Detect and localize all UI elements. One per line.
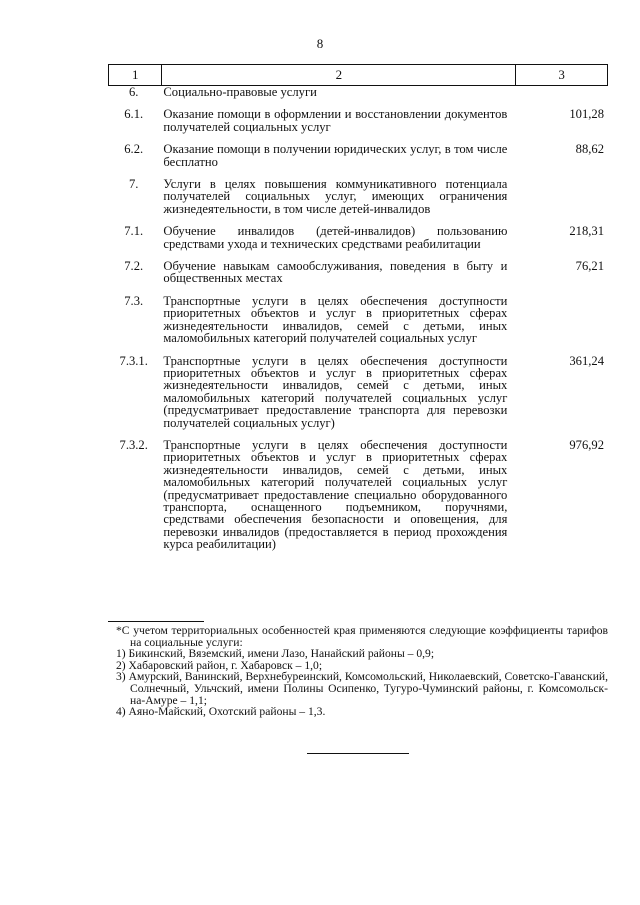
row-tariff: 976,92	[569, 437, 604, 452]
row-tariff: 76,21	[575, 259, 604, 274]
end-divider	[307, 753, 409, 754]
row-number: 7.3.2.	[119, 437, 148, 452]
row-service: Обучение инвалидов (детей-инвалидов) пользованию средствами ухода и технических средствами реабилитации	[163, 224, 508, 251]
footnote-divider	[108, 621, 204, 622]
footnote-intro: *С учетом территориальных особенностей края применяются следующие коэффициенты тарифов на социальные услуги:	[116, 624, 608, 649]
header-col-3: 3	[516, 65, 608, 86]
table-row	[108, 225, 608, 260]
table-row	[108, 178, 608, 225]
row-number: 7.1.	[124, 224, 144, 239]
row-service: Услуги в целях повышения коммуникативного потенциала получателей социальных услуг, имеющих ограничения жизнедеятельности, в том числе детей-инвалидов	[163, 177, 508, 216]
footnote-block	[108, 625, 608, 718]
row-service: Обучение навыкам самообслуживания, поведения в быту и общественных местах	[163, 259, 508, 286]
table-row	[108, 355, 608, 439]
row-tariff: 88,62	[575, 142, 604, 157]
row-number: 7.3.	[124, 293, 144, 308]
table-header	[108, 64, 608, 86]
row-number: 6.2.	[124, 142, 144, 157]
row-service: Транспортные услуги в целях обеспечения доступности приоритетных объектов и услуг в приоритетных сферах жизнедеятельности инвалидов, семей с детьми, иных маломобильных категорий получателей социальных услуг (предусматривает предоставление транспорта для перевозки получателей социальных услуг)	[163, 353, 508, 430]
table-row	[108, 108, 608, 143]
row-tariff	[515, 178, 608, 225]
row-service: Оказание помощи в оформлении и восстановлении документов получателей социальных услуг	[163, 107, 508, 134]
header-row	[109, 65, 608, 86]
table-row	[108, 260, 608, 295]
row-service: Оказание помощи в получении юридических услуг, в том числе бесплатно	[163, 142, 508, 169]
row-number: 7.3.1.	[119, 353, 148, 368]
row-tariff: 101,28	[569, 107, 604, 122]
row-service: Транспортные услуги в целях обеспечения доступности приоритетных объектов и услуг в приоритетных сферах жизнедеятельности инвалидов, семей с детьми, иных маломобильных категорий получателей социальных услуг	[163, 293, 508, 346]
header-col-2: 2	[162, 65, 516, 86]
footnote-item: 2) Хабаровский район, г. Хабаровск – 1,0;	[116, 658, 323, 672]
row-number: 6.	[128, 85, 139, 99]
row-tariff: 218,31	[569, 224, 604, 239]
row-number: 7.	[128, 177, 139, 192]
footnote-item: 4) Аяно-Майский, Охотский районы – 1,3.	[116, 705, 326, 719]
table-row	[108, 86, 608, 108]
tariff-table	[108, 86, 608, 561]
header-col-1: 1	[109, 65, 162, 86]
footnote-item: 3) Амурский, Ванинский, Верхнебуреинский, Комсомольский, Николаевский, Советско-Гаванский, Солнечный, Ульчский, имени Полины Осипенко, Тугуро-Чуминский районы, г. Комсомольск-на-Амуре – 1,1;	[116, 670, 608, 707]
row-service: Социально-правовые услуги	[163, 85, 317, 99]
row-number: 6.1.	[124, 107, 144, 122]
row-service: Транспортные услуги в целях обеспечения доступности приоритетных объектов и услуг в приоритетных сферах жизнедеятельности инвалидов, семей с детьми, иных маломобильных категорий получателей социальных услуг (предусматривает предоставление специально оборудованного транспорта, оснащенного подъемником, поручнями, средствами обеспечения безопасности и оповещения, для перевозки инвалидов (предоставляется в период прохождения курса реабилитации)	[163, 437, 508, 552]
row-tariff	[515, 295, 608, 355]
row-number: 7.2.	[124, 259, 144, 274]
row-tariff: 361,24	[569, 353, 604, 368]
table-row	[108, 143, 608, 178]
row-tariff	[515, 86, 608, 108]
page-number: 8	[316, 36, 324, 51]
table-row	[108, 439, 608, 561]
table-row	[108, 295, 608, 355]
footnote-item: 1) Бикинский, Вяземский, имени Лазо, Нанайский районы – 0,9;	[116, 647, 435, 661]
